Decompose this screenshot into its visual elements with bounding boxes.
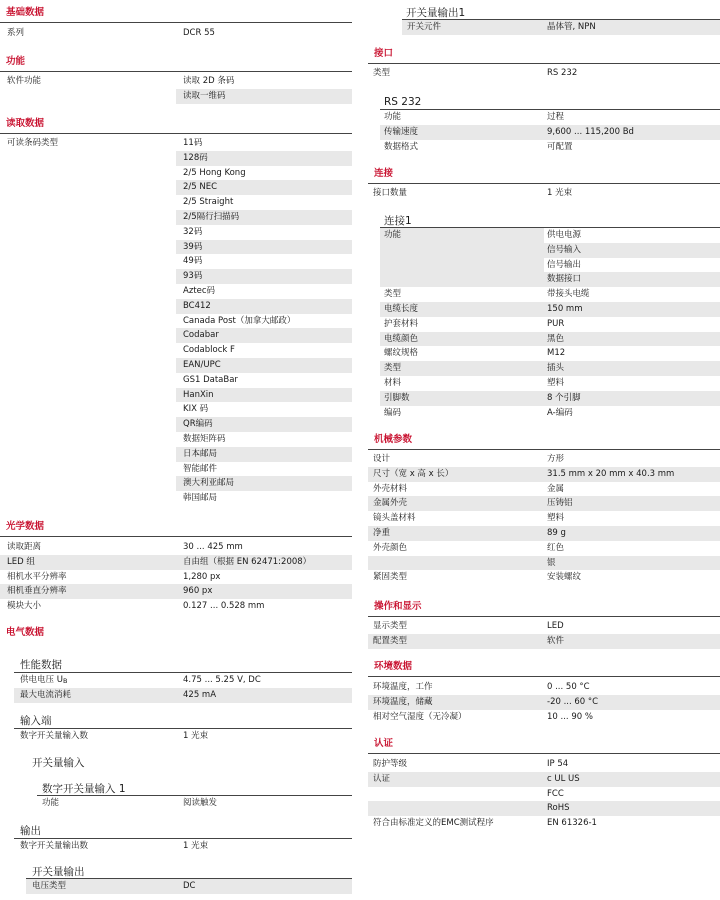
spec-row-supply-voltage bbox=[14, 673, 352, 688]
spec-value: 8 个引脚 bbox=[547, 392, 581, 403]
spec-row bbox=[368, 801, 720, 816]
spec-row bbox=[368, 634, 720, 649]
spec-value: 32码 bbox=[183, 226, 203, 237]
spec-label: 镜头盖材料 bbox=[373, 513, 416, 524]
spec-row-software bbox=[0, 74, 352, 89]
spec-value: 金属 bbox=[547, 483, 565, 494]
spec-value: 插头 bbox=[547, 363, 565, 374]
spec-label: 可读条码类型 bbox=[7, 138, 59, 148]
spec-label: 接口数量 bbox=[373, 188, 408, 198]
spec-value: 0.127 ... 0.528 mm bbox=[183, 601, 265, 612]
spec-row bbox=[176, 462, 352, 477]
spec-label: 最大电流消耗 bbox=[20, 689, 72, 700]
spec-label-block bbox=[380, 228, 544, 287]
spec-label: 类型 bbox=[384, 363, 402, 374]
spec-value: 红色 bbox=[547, 542, 565, 553]
spec-row bbox=[368, 772, 720, 787]
spec-value: HanXin bbox=[183, 389, 214, 400]
subheading-performance: 性能数据 bbox=[20, 659, 62, 671]
spec-label: 数据格式 bbox=[384, 141, 419, 152]
spec-value: 150 mm bbox=[547, 304, 583, 314]
spec-value: 供电电源 bbox=[547, 230, 582, 240]
spec-row-input-function bbox=[37, 796, 352, 811]
spec-value: 软件 bbox=[547, 635, 565, 646]
spec-label: 数字开关量输出数 bbox=[20, 841, 89, 851]
spec-value: 塑料 bbox=[547, 378, 565, 388]
spec-value: 日本邮局 bbox=[183, 448, 218, 459]
spec-label: 类型 bbox=[373, 68, 391, 78]
subheading-switching-output: 开关量输出 bbox=[32, 866, 85, 878]
spec-value: Codabar bbox=[183, 330, 219, 341]
divider bbox=[0, 536, 352, 537]
spec-label: 螺纹规格 bbox=[384, 348, 419, 359]
spec-label: 功能 bbox=[384, 112, 402, 122]
spec-value: 方形 bbox=[547, 454, 565, 464]
spec-label: 环境温度，工作 bbox=[373, 682, 433, 692]
spec-value: 89 g bbox=[547, 528, 566, 538]
section-electrical-data: 电气数据 bbox=[6, 627, 45, 638]
spec-row bbox=[380, 317, 720, 332]
spec-row bbox=[176, 210, 352, 225]
spec-value: 2/5 NEC bbox=[183, 182, 218, 193]
section-function: 功能 bbox=[6, 56, 26, 67]
spec-row-connection-count bbox=[368, 186, 720, 201]
spec-row bbox=[0, 555, 352, 570]
spec-value: 澳大利亚邮局 bbox=[183, 478, 235, 489]
spec-row-series bbox=[0, 26, 352, 41]
spec-value: 可配置 bbox=[547, 141, 573, 152]
spec-label: 读取距离 bbox=[7, 542, 42, 552]
spec-value: 1 光束 bbox=[183, 731, 209, 741]
spec-row-interface-type bbox=[368, 66, 720, 81]
spec-row bbox=[368, 680, 720, 695]
section-environment: 环境数据 bbox=[374, 661, 413, 672]
spec-row bbox=[380, 110, 720, 125]
spec-value: 11码 bbox=[183, 138, 203, 148]
spec-row bbox=[0, 540, 352, 555]
spec-row-digital-outputs bbox=[14, 839, 352, 854]
spec-value: LED bbox=[547, 621, 564, 631]
spec-label: 显示类型 bbox=[373, 621, 408, 631]
spec-value: 压铸铝 bbox=[547, 498, 573, 509]
spec-row bbox=[368, 526, 720, 541]
spec-value: EN 61326-1 bbox=[547, 818, 597, 829]
spec-row bbox=[544, 243, 720, 258]
spec-row-voltage-type bbox=[26, 879, 352, 894]
spec-value: 1,280 px bbox=[183, 571, 221, 582]
spec-value: FCC bbox=[547, 788, 564, 799]
spec-row-switching-element bbox=[402, 20, 720, 35]
spec-label: 功能 bbox=[384, 230, 402, 240]
section-optical-data: 光学数据 bbox=[6, 521, 45, 532]
spec-row bbox=[368, 816, 720, 831]
divider bbox=[368, 63, 720, 64]
spec-row bbox=[544, 228, 720, 243]
spec-label: 材料 bbox=[384, 378, 402, 388]
spec-row bbox=[176, 166, 352, 181]
spec-label: 数字开关量输入数 bbox=[20, 731, 89, 741]
section-interface: 接口 bbox=[374, 48, 394, 59]
spec-value: 4.75 ... 5.25 V, DC bbox=[183, 675, 261, 685]
spec-value: 30 ... 425 mm bbox=[183, 542, 243, 552]
spec-value: M12 bbox=[547, 348, 566, 359]
subheading-connection-1: 连接1 bbox=[384, 215, 412, 227]
spec-value: Aztec码 bbox=[183, 286, 216, 296]
spec-value: GS1 DataBar bbox=[183, 374, 238, 385]
spec-value: EAN/UPC bbox=[183, 360, 221, 370]
spec-label: 金属外壳 bbox=[373, 498, 408, 509]
section-connection: 连接 bbox=[374, 168, 394, 179]
spec-value: 128码 bbox=[183, 152, 208, 163]
section-reading-data: 读取数据 bbox=[6, 118, 45, 129]
spec-row bbox=[176, 284, 352, 299]
spec-label: 类型 bbox=[384, 289, 402, 300]
spec-row bbox=[380, 406, 720, 421]
spec-row bbox=[0, 599, 352, 614]
spec-row bbox=[0, 570, 352, 585]
divider bbox=[368, 753, 720, 754]
spec-value: c UL US bbox=[547, 773, 580, 784]
spec-value: KIX 码 bbox=[183, 404, 209, 415]
divider bbox=[368, 616, 720, 617]
spec-value: 93码 bbox=[183, 271, 203, 282]
spec-label: 供电电压 $U_B$ bbox=[20, 675, 68, 685]
spec-value: 425 mA bbox=[183, 689, 217, 700]
section-operation-display: 操作和显示 bbox=[374, 601, 422, 612]
spec-label: 相对空气湿度（无冷凝） bbox=[373, 711, 467, 722]
spec-value: 信号输入 bbox=[547, 244, 582, 255]
spec-row bbox=[368, 556, 720, 571]
spec-row bbox=[176, 254, 352, 269]
spec-value: 49码 bbox=[183, 256, 203, 267]
subheading-switching-input: 开关量输入 bbox=[32, 757, 85, 769]
spec-value: 过程 bbox=[547, 112, 565, 122]
spec-row bbox=[368, 467, 720, 482]
spec-row bbox=[176, 476, 352, 491]
spec-row bbox=[176, 491, 352, 506]
spec-row bbox=[368, 511, 720, 526]
spec-value: 960 px bbox=[183, 586, 213, 597]
spec-value: 2/5 Straight bbox=[183, 197, 234, 208]
divider bbox=[0, 71, 352, 72]
spec-row bbox=[368, 541, 720, 556]
spec-value: 信号输出 bbox=[547, 259, 582, 270]
spec-value: 0 ... 50 °C bbox=[547, 682, 590, 692]
divider bbox=[368, 449, 720, 450]
spec-label: 开关元件 bbox=[407, 22, 442, 32]
spec-label: 净重 bbox=[373, 528, 391, 538]
spec-row bbox=[368, 787, 720, 802]
spec-value: 自由组（根据 EN 62471:2008） bbox=[183, 556, 312, 567]
divider bbox=[0, 22, 352, 23]
spec-value: 1 光束 bbox=[547, 188, 573, 198]
spec-value: 9,600 ... 115,200 Bd bbox=[547, 126, 634, 137]
spec-row bbox=[176, 358, 352, 373]
spec-value: 安装螺纹 bbox=[547, 572, 582, 583]
spec-row bbox=[176, 402, 352, 417]
spec-row bbox=[380, 376, 720, 391]
spec-value: BC412 bbox=[183, 300, 211, 311]
spec-label: 设计 bbox=[373, 454, 391, 464]
spec-row bbox=[380, 332, 720, 347]
spec-row bbox=[544, 258, 720, 273]
spec-label: 紧固类型 bbox=[373, 572, 408, 583]
spec-label: 系列 bbox=[7, 28, 25, 38]
spec-row-max-current bbox=[14, 688, 352, 703]
spec-row bbox=[176, 136, 352, 151]
spec-row bbox=[0, 584, 352, 599]
spec-row-digital-inputs bbox=[14, 729, 352, 744]
spec-label: 编码 bbox=[384, 407, 402, 418]
spec-label: 电缆长度 bbox=[384, 304, 419, 314]
spec-value: IP 54 bbox=[547, 759, 569, 769]
spec-row bbox=[176, 225, 352, 240]
spec-value: Codablock F bbox=[183, 345, 235, 356]
spec-label: 配置类型 bbox=[373, 635, 408, 646]
section-mechanical: 机械参数 bbox=[374, 434, 413, 445]
spec-row bbox=[176, 432, 352, 447]
spec-row bbox=[380, 391, 720, 406]
spec-label: 外壳颜色 bbox=[373, 542, 408, 553]
spec-value: 银 bbox=[547, 557, 556, 568]
spec-value: A-编码 bbox=[547, 407, 573, 418]
spec-row bbox=[176, 299, 352, 314]
spec-value: -20 ... 60 °C bbox=[547, 696, 599, 707]
spec-value: 2/5隔行扫描码 bbox=[183, 212, 240, 222]
spec-row bbox=[544, 272, 720, 287]
spec-row bbox=[380, 361, 720, 376]
spec-row bbox=[176, 269, 352, 284]
spec-row bbox=[380, 346, 720, 361]
spec-row bbox=[176, 195, 352, 210]
spec-value: DC bbox=[183, 881, 196, 891]
spec-label: 电缆颜色 bbox=[384, 333, 419, 344]
spec-value: 塑料 bbox=[547, 513, 565, 524]
spec-value: 黑色 bbox=[547, 333, 565, 344]
spec-label: 软件功能 bbox=[7, 76, 42, 86]
spec-value: PUR bbox=[547, 318, 565, 329]
spec-value: Canada Post（加拿大邮政） bbox=[183, 315, 296, 326]
spec-label: 相机垂直分辨率 bbox=[7, 586, 67, 597]
subheading-inputs: 输入端 bbox=[20, 715, 52, 727]
subheading-rs232: RS 232 bbox=[384, 96, 422, 108]
spec-value: 1 光束 bbox=[183, 841, 209, 851]
spec-row bbox=[176, 343, 352, 358]
spec-row bbox=[368, 482, 720, 497]
spec-label: 外壳材料 bbox=[373, 483, 408, 494]
spec-row bbox=[368, 570, 720, 585]
spec-row bbox=[380, 125, 720, 140]
spec-label: 相机水平分辨率 bbox=[7, 571, 67, 582]
spec-value: 读取一维码 bbox=[183, 90, 226, 101]
spec-label: 传输速度 bbox=[384, 126, 419, 137]
spec-row bbox=[176, 328, 352, 343]
divider bbox=[368, 676, 720, 677]
spec-value: 晶体管, NPN bbox=[547, 22, 596, 32]
spec-label: 护套材料 bbox=[384, 318, 419, 329]
spec-value: 韩国邮局 bbox=[183, 493, 218, 504]
subheading-outputs: 输出 bbox=[20, 825, 41, 837]
spec-row bbox=[380, 287, 720, 302]
spec-row bbox=[368, 695, 720, 710]
spec-value: DCR 55 bbox=[183, 28, 215, 38]
spec-label: 尺寸（宽 x 高 x 长） bbox=[373, 468, 454, 479]
section-basic-data: 基础数据 bbox=[6, 7, 45, 18]
spec-value: 数据矩阵码 bbox=[183, 434, 226, 444]
spec-value: 阅读触发 bbox=[183, 798, 218, 808]
spec-row bbox=[368, 496, 720, 511]
spec-row bbox=[176, 240, 352, 255]
spec-value: 31.5 mm x 20 mm x 40.3 mm bbox=[547, 468, 675, 479]
spec-value: 带接头电缆 bbox=[547, 289, 590, 300]
spec-row bbox=[176, 388, 352, 403]
spec-row bbox=[380, 140, 720, 155]
spec-value: QR编码 bbox=[183, 419, 213, 430]
spec-row-code-types bbox=[0, 136, 170, 151]
spec-row bbox=[176, 314, 352, 329]
spec-row bbox=[176, 373, 352, 388]
spec-label: 认证 bbox=[373, 773, 391, 784]
spec-row bbox=[368, 757, 720, 772]
spec-label: 防护等级 bbox=[373, 759, 408, 769]
spec-value-row bbox=[176, 89, 352, 104]
spec-row bbox=[368, 619, 720, 634]
subheading-switching-output-1: 开关量输出1 bbox=[406, 7, 466, 19]
spec-value: RoHS bbox=[547, 803, 570, 814]
spec-value: 数据接口 bbox=[547, 274, 582, 285]
spec-row bbox=[176, 447, 352, 462]
spec-value: 读取 2D 条码 bbox=[183, 76, 235, 86]
divider bbox=[368, 183, 720, 184]
spec-row bbox=[380, 302, 720, 317]
spec-value: 10 ... 90 % bbox=[547, 711, 593, 722]
section-certification: 认证 bbox=[374, 738, 394, 749]
spec-row bbox=[176, 180, 352, 195]
spec-label: 功能 bbox=[42, 798, 60, 808]
spec-label: LED 组 bbox=[7, 556, 35, 567]
spec-row bbox=[176, 417, 352, 432]
spec-label: 模块大小 bbox=[7, 601, 42, 612]
spec-label: 环境温度，储藏 bbox=[373, 696, 433, 707]
spec-value: 2/5 Hong Kong bbox=[183, 167, 246, 178]
divider bbox=[0, 133, 352, 134]
spec-label: 符合由标准定义的EMC测试程序 bbox=[373, 818, 494, 829]
spec-value: 39码 bbox=[183, 241, 203, 252]
spec-value: RS 232 bbox=[547, 68, 578, 78]
subheading-digital-input-1: 数字开关量输入 1 bbox=[42, 783, 126, 795]
spec-label: 电压类型 bbox=[32, 881, 67, 891]
spec-row bbox=[368, 452, 720, 467]
spec-label: 引脚数 bbox=[384, 392, 410, 403]
spec-row bbox=[176, 151, 352, 166]
spec-value: 智能邮件 bbox=[183, 463, 218, 474]
spec-row bbox=[368, 710, 720, 725]
